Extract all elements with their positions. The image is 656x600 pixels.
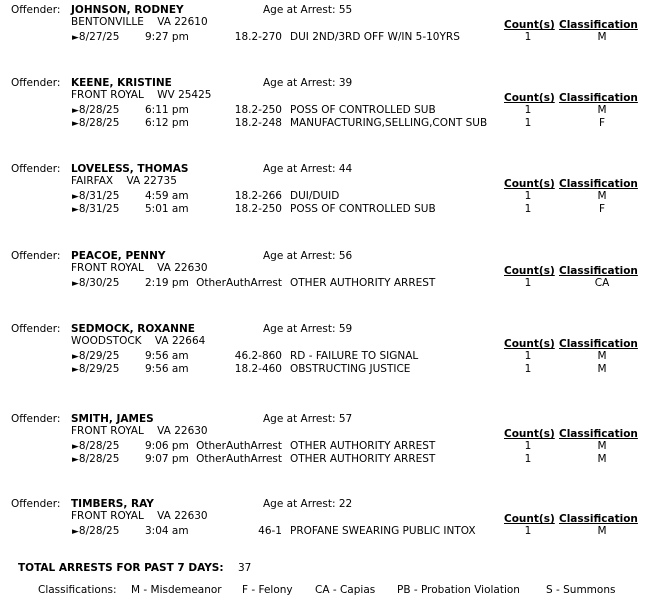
charge-description: RD - FAILURE TO SIGNAL <box>290 350 419 362</box>
age-at-arrest: Age at Arrest: 56 <box>263 250 353 262</box>
charge-date <box>72 190 119 202</box>
charge-classification: M <box>597 104 607 116</box>
age-at-arrest: Age at Arrest: 55 <box>263 4 353 16</box>
count-header: Count(s) <box>504 178 555 190</box>
row-marker-icon: ► <box>72 279 79 289</box>
row-marker-icon: ► <box>72 205 79 215</box>
age-at-arrest: Age at Arrest: 57 <box>263 413 353 425</box>
charge-count: 1 <box>524 190 532 202</box>
charge-date-value: 8/31/25 <box>78 190 120 202</box>
charge-count: 1 <box>524 104 532 116</box>
row-marker-icon: ► <box>72 352 79 362</box>
offender-block-5 <box>0 413 656 483</box>
offender-label: Offender: <box>11 250 61 262</box>
offender-label: Offender: <box>11 413 61 425</box>
charge-description: OBSTRUCTING JUSTICE <box>290 363 411 375</box>
offender-name: PEACOE, PENNY <box>71 250 166 262</box>
classification-header: Classification <box>559 178 638 190</box>
offender-label: Offender: <box>11 163 61 175</box>
charge-code: 18.2-460 <box>234 363 282 375</box>
charge-classification: CA <box>594 277 610 289</box>
legend-item-capias: CA - Capias <box>315 584 376 596</box>
charge-count: 1 <box>524 525 532 537</box>
charge-date-value: 8/29/25 <box>78 363 120 375</box>
charge-date <box>72 363 119 375</box>
charge-classification: M <box>597 350 607 362</box>
offender-address: FRONT ROYAL VA 22630 <box>71 262 208 274</box>
charge-date-value: 8/28/25 <box>78 104 120 116</box>
charge-code: 18.2-248 <box>234 117 282 129</box>
legend-item-felony: F - Felony <box>242 584 293 596</box>
offender-address: WOODSTOCK VA 22664 <box>71 335 206 347</box>
charge-time: 6:12 pm <box>145 117 189 129</box>
offender-label: Offender: <box>11 4 61 16</box>
legend-item-summons: S - Summons <box>546 584 616 596</box>
charge-count: 1 <box>524 277 532 289</box>
classification-header: Classification <box>559 338 638 350</box>
charge-count: 1 <box>524 453 532 465</box>
charge-time: 9:56 am <box>145 363 189 375</box>
offender-block-6 <box>0 498 656 568</box>
charge-code: OtherAuthArrest <box>196 453 282 465</box>
charge-time: 2:19 pm <box>145 277 189 289</box>
charge-row <box>0 277 656 291</box>
age-at-arrest: Age at Arrest: 39 <box>263 77 353 89</box>
total-arrests-label: TOTAL ARRESTS FOR PAST 7 DAYS: <box>18 562 224 574</box>
offender-name: SMITH, JAMES <box>71 413 154 425</box>
classification-header: Classification <box>559 92 638 104</box>
charge-code: OtherAuthArrest <box>196 440 282 452</box>
charge-count: 1 <box>524 117 532 129</box>
offender-address: BENTONVILLE VA 22610 <box>71 16 208 28</box>
offender-name: JOHNSON, RODNEY <box>71 4 184 16</box>
count-header: Count(s) <box>504 92 555 104</box>
offender-block-1 <box>0 77 656 147</box>
charge-classification: M <box>597 440 607 452</box>
charge-date-value: 8/28/25 <box>78 525 120 537</box>
charge-row <box>0 117 656 131</box>
charge-description: POSS OF CONTROLLED SUB <box>290 203 436 215</box>
charge-time: 4:59 am <box>145 190 189 202</box>
charge-count: 1 <box>524 440 532 452</box>
row-marker-icon: ► <box>72 33 79 43</box>
charge-code: OtherAuthArrest <box>196 277 282 289</box>
classification-header: Classification <box>559 513 638 525</box>
charge-description: MANUFACTURING,SELLING,CONT SUB <box>290 117 488 129</box>
charge-count: 1 <box>524 350 532 362</box>
charge-time: 9:07 pm <box>145 453 189 465</box>
offender-name: SEDMOCK, ROXANNE <box>71 323 195 335</box>
count-header: Count(s) <box>504 428 555 440</box>
charge-time: 9:06 pm <box>145 440 189 452</box>
charge-time: 9:27 pm <box>145 31 189 43</box>
offender-block-0 <box>0 4 656 74</box>
charge-date-value: 8/29/25 <box>78 350 120 362</box>
charge-row <box>0 363 656 377</box>
charge-classification: M <box>597 190 607 202</box>
charge-code: 46.2-860 <box>234 350 282 362</box>
charge-classification: F <box>598 203 606 215</box>
offender-address: FAIRFAX VA 22735 <box>71 175 177 187</box>
charge-code: 18.2-250 <box>234 104 282 116</box>
row-marker-icon: ► <box>72 527 79 537</box>
charge-row <box>0 203 656 217</box>
charge-time: 5:01 am <box>145 203 189 215</box>
offender-name: KEENE, KRISTINE <box>71 77 172 89</box>
charge-classification: F <box>598 117 606 129</box>
charge-row <box>0 31 656 45</box>
charge-count: 1 <box>524 203 532 215</box>
offender-address: FRONT ROYAL WV 25425 <box>71 89 212 101</box>
charge-time: 9:56 am <box>145 350 189 362</box>
charge-date-value: 8/27/25 <box>78 31 120 43</box>
charge-code: 18.2-266 <box>234 190 282 202</box>
classification-header: Classification <box>559 428 638 440</box>
classification-header: Classification <box>559 265 638 277</box>
legend-label: Classifications: <box>38 584 117 596</box>
age-at-arrest: Age at Arrest: 22 <box>263 498 353 510</box>
charge-date <box>72 525 119 537</box>
charge-date <box>72 203 119 215</box>
charge-row <box>0 350 656 364</box>
charge-description: DUI/DUID <box>290 190 340 202</box>
charge-row <box>0 190 656 204</box>
charge-description: OTHER AUTHORITY ARREST <box>290 440 436 452</box>
offender-label: Offender: <box>11 323 61 335</box>
charge-time: 6:11 pm <box>145 104 189 116</box>
charge-code: 18.2-270 <box>234 31 282 43</box>
charge-date-value: 8/30/25 <box>78 277 120 289</box>
row-marker-icon: ► <box>72 442 79 452</box>
offender-label: Offender: <box>11 77 61 89</box>
offender-name: TIMBERS, RAY <box>71 498 154 510</box>
total-arrests-value: 37 <box>238 562 252 574</box>
charge-row <box>0 440 656 454</box>
row-marker-icon: ► <box>72 192 79 202</box>
charge-count: 1 <box>524 363 532 375</box>
row-marker-icon: ► <box>72 365 79 375</box>
charge-description: POSS OF CONTROLLED SUB <box>290 104 436 116</box>
charge-count: 1 <box>524 31 532 43</box>
charge-date-value: 8/28/25 <box>78 453 120 465</box>
offender-block-3 <box>0 250 656 320</box>
offender-block-2 <box>0 163 656 233</box>
charge-date <box>72 117 119 129</box>
charge-classification: M <box>597 453 607 465</box>
count-header: Count(s) <box>504 338 555 350</box>
count-header: Count(s) <box>504 265 555 277</box>
charge-classification: M <box>597 31 607 43</box>
charge-time: 3:04 am <box>145 525 189 537</box>
count-header: Count(s) <box>504 513 555 525</box>
charge-date-value: 8/31/25 <box>78 203 120 215</box>
row-marker-icon: ► <box>72 119 79 129</box>
charge-description: OTHER AUTHORITY ARREST <box>290 453 436 465</box>
count-header: Count(s) <box>504 19 555 31</box>
offender-name: LOVELESS, THOMAS <box>71 163 189 175</box>
charge-row <box>0 104 656 118</box>
offender-address: FRONT ROYAL VA 22630 <box>71 425 208 437</box>
charge-date-value: 8/28/25 <box>78 440 120 452</box>
classification-header: Classification <box>559 19 638 31</box>
offender-address: FRONT ROYAL VA 22630 <box>71 510 208 522</box>
charge-classification: M <box>597 525 607 537</box>
charge-description: DUI 2ND/3RD OFF W/IN 5-10YRS <box>290 31 460 43</box>
charge-date-value: 8/28/25 <box>78 117 120 129</box>
charge-date <box>72 31 119 43</box>
row-marker-icon: ► <box>72 455 79 465</box>
charge-description: PROFANE SWEARING PUBLIC INTOX <box>290 525 476 537</box>
offender-block-4 <box>0 323 656 393</box>
legend-item-probation: PB - Probation Violation <box>397 584 520 596</box>
age-at-arrest: Age at Arrest: 44 <box>263 163 353 175</box>
legend-item-misdemeanor: M - Misdemeanor <box>131 584 222 596</box>
charge-row <box>0 453 656 467</box>
charge-row <box>0 525 656 539</box>
charge-code: 18.2-250 <box>234 203 282 215</box>
charge-date <box>72 453 119 465</box>
offender-label: Offender: <box>11 498 61 510</box>
charge-description: OTHER AUTHORITY ARREST <box>290 277 436 289</box>
charge-date <box>72 277 119 289</box>
charge-date <box>72 104 119 116</box>
charge-code: 46-1 <box>258 525 282 537</box>
charge-classification: M <box>597 363 607 375</box>
age-at-arrest: Age at Arrest: 59 <box>263 323 353 335</box>
charge-date <box>72 440 119 452</box>
row-marker-icon: ► <box>72 106 79 116</box>
charge-date <box>72 350 119 362</box>
